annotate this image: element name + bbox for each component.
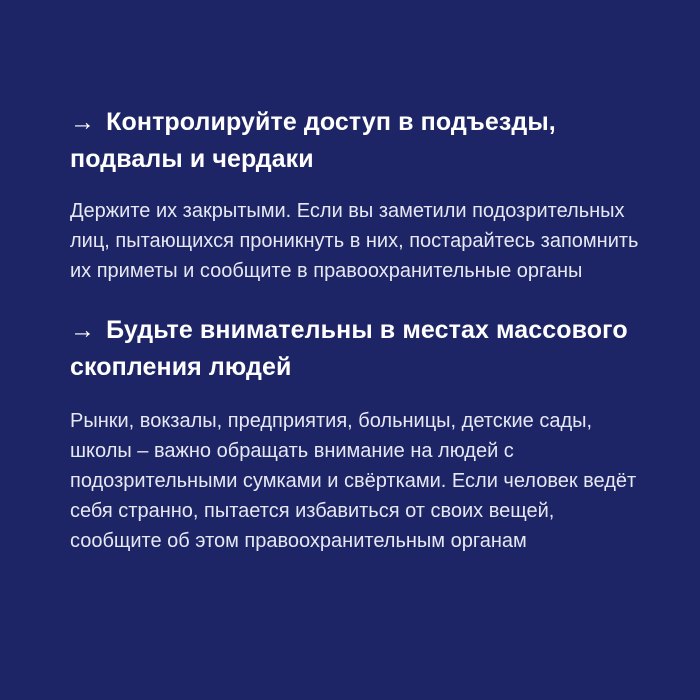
arrow-right-icon: →: [70, 108, 96, 136]
section-heading: [70, 104, 640, 178]
arrow-right-icon: →: [70, 316, 96, 344]
section-title: Контролируйте доступ в подъезды, подвалы и чердаки: [70, 108, 556, 173]
section-text: Рынки, вокзалы, предприятия, больницы, детские сады, школы – важно обращать внимание на людей с подозрительными сумками и свёртками. Если человек ведёт себя странно, пытается избавиться от своих вещей, сообщите об этом правоохранительным органам: [70, 410, 637, 552]
section-heading: [70, 312, 640, 386]
advice-section-access-control: [70, 104, 640, 286]
section-title: Будьте внимательны в местах массового скопления людей: [70, 316, 628, 381]
section-text: Держите их закрытыми. Если вы заметили подозрительных лиц, пытающихся проникнуть в них, постарайтесь запомнить их приметы и сообщите в правоохранительные органы: [70, 200, 639, 282]
advice-section-crowded-places: [70, 312, 640, 556]
